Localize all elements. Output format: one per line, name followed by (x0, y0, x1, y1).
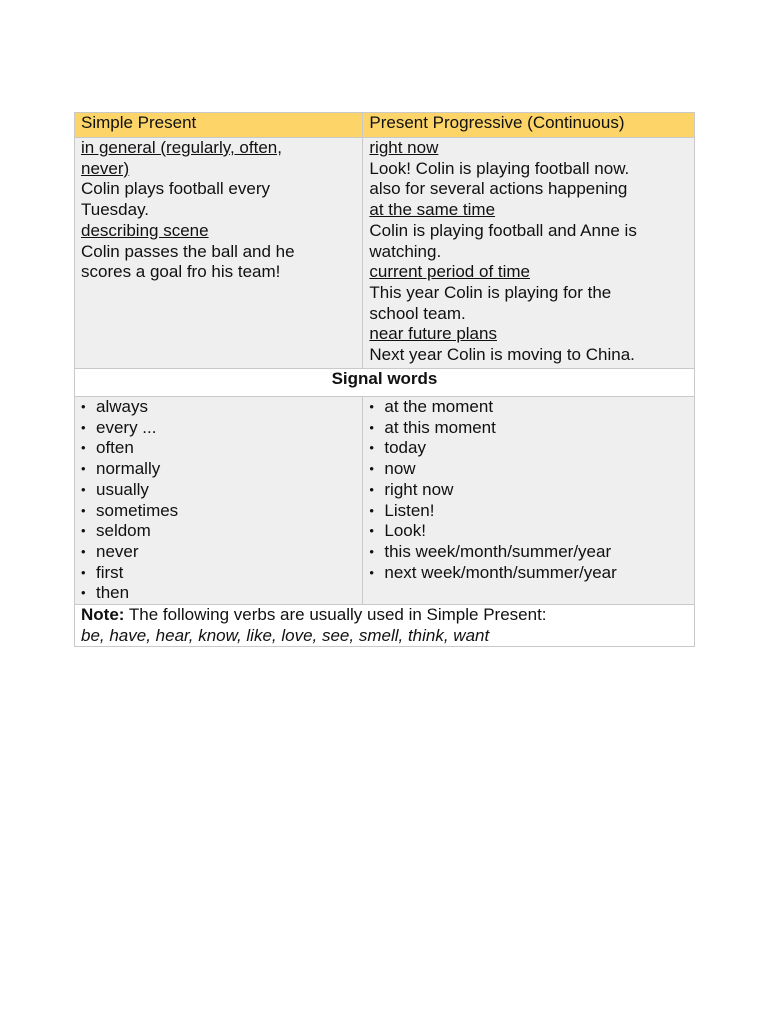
signal-word-item (81, 438, 356, 459)
usage-line: Look! Colin is playing football now. (369, 158, 630, 178)
bullet-icon: • (369, 440, 374, 456)
note-text: The following verbs are usually used in Simple Present: (124, 605, 547, 625)
signal-word-item (369, 397, 688, 418)
bullet-icon: • (81, 564, 86, 580)
usage-line: Colin is playing football and Anne is (369, 220, 637, 240)
usage-line: at the same time (369, 200, 496, 220)
note-verbs: be, have, hear, know, like, love, see, smell, think, want (81, 625, 490, 645)
signal-word-text: Look! (384, 521, 426, 541)
usage-line: Next year Colin is moving to China. (369, 345, 635, 365)
bullet-icon: • (81, 440, 86, 456)
signal-word-text: this week/month/summer/year (384, 541, 612, 561)
signal-word-item (369, 480, 688, 501)
usage-simple-present (75, 138, 363, 369)
signal-word-item (81, 501, 356, 522)
signal-words-list-left (81, 397, 356, 604)
usage-line: right now (369, 138, 439, 157)
header-simple-present: Simple Present (75, 113, 363, 138)
bullet-icon: • (81, 461, 86, 477)
tense-comparison-table (74, 112, 695, 647)
signal-word-text: today (384, 438, 426, 458)
signal-word-item (369, 501, 688, 522)
signal-word-item (369, 521, 688, 542)
signal-word-item (81, 563, 356, 584)
usage-line: current period of time (369, 262, 531, 282)
signal-word-text: sometimes (96, 500, 179, 520)
signal-words-simple-present (75, 397, 363, 605)
signal-word-text: often (96, 438, 134, 458)
bullet-icon: • (81, 481, 86, 497)
signal-word-text: always (96, 397, 148, 416)
signal-word-item (81, 397, 356, 418)
bullet-icon: • (369, 543, 374, 559)
signal-words-title: Signal words (75, 369, 695, 397)
usage-line: also for several actions happening (369, 179, 628, 199)
note-cell (75, 605, 695, 647)
bullet-icon: • (369, 481, 374, 497)
signal-word-item (81, 521, 356, 542)
signal-word-item (369, 459, 688, 480)
bullet-icon: • (81, 502, 86, 518)
signal-word-text: seldom (96, 521, 151, 541)
signal-word-text: usually (96, 479, 149, 499)
bullet-icon: • (369, 564, 374, 580)
usage-line: Colin plays football every (81, 179, 270, 199)
usage-line: This year Colin is playing for the (369, 282, 612, 302)
usage-line: never) (81, 158, 130, 178)
bullet-icon: • (369, 419, 374, 435)
usage-row (75, 138, 695, 369)
signal-words-row (75, 397, 695, 605)
header-present-progressive: Present Progressive (Continuous) (363, 113, 695, 138)
signal-word-item (81, 459, 356, 480)
signal-words-present-progressive (363, 397, 695, 605)
signal-word-text: first (96, 562, 124, 582)
signal-word-item (81, 480, 356, 501)
signal-word-text: Listen! (384, 500, 435, 520)
signal-word-item (81, 542, 356, 563)
bullet-icon: • (369, 399, 374, 414)
signal-word-text: normally (96, 459, 161, 479)
usage-line: school team. (369, 303, 466, 323)
usage-line: describing scene (81, 220, 209, 240)
signal-word-item (369, 418, 688, 439)
signal-word-text: next week/month/summer/year (384, 562, 617, 582)
usage-line: watching. (369, 241, 442, 261)
signal-words-list-right (369, 397, 688, 583)
usage-line: scores a goal fro his team! (81, 262, 281, 282)
signal-word-text: then (96, 583, 130, 603)
bullet-icon: • (369, 461, 374, 477)
bullet-icon: • (81, 543, 86, 559)
usage-line: near future plans (369, 324, 497, 344)
bullet-icon: • (81, 523, 86, 539)
bullet-icon: • (81, 585, 86, 601)
note-label: Note: (81, 605, 125, 625)
signal-word-text: at this moment (384, 417, 496, 437)
signal-word-item (369, 563, 688, 584)
bullet-icon: • (369, 502, 374, 518)
bullet-icon: • (81, 399, 86, 414)
note-row (75, 605, 695, 647)
bullet-icon: • (81, 419, 86, 435)
signal-word-text: now (384, 459, 416, 479)
signal-word-item (81, 583, 356, 604)
usage-line: in general (regularly, often, (81, 138, 282, 157)
bullet-icon: • (369, 523, 374, 539)
usage-present-progressive (363, 138, 695, 369)
signal-word-text: at the moment (384, 397, 494, 416)
signal-word-text: every ... (96, 417, 157, 437)
signal-word-item (369, 542, 688, 563)
signal-word-item (81, 418, 356, 439)
usage-line: Tuesday. (81, 200, 150, 220)
signal-word-item (369, 438, 688, 459)
header-row (75, 113, 695, 138)
usage-line: Colin passes the ball and he (81, 241, 295, 261)
signal-word-text: right now (384, 479, 454, 499)
signal-words-title-row (75, 369, 695, 397)
signal-word-text: never (96, 541, 139, 561)
